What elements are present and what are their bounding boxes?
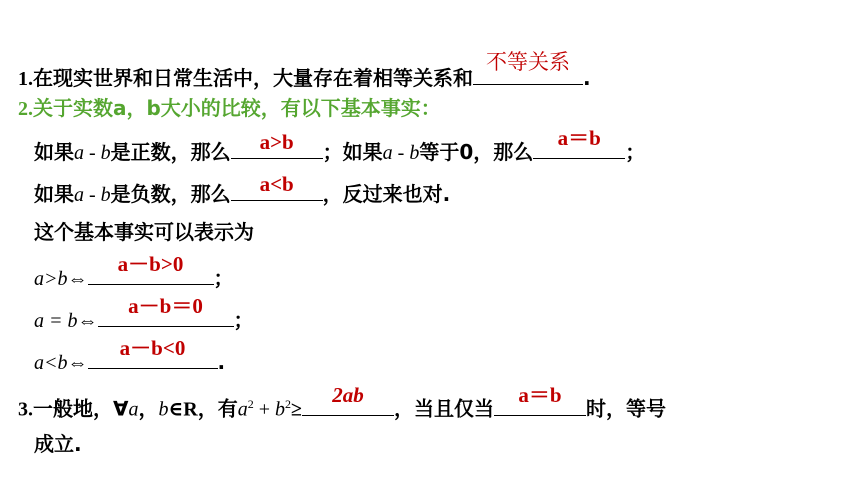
q2-row3-end: .	[217, 350, 226, 374]
q2-row2-blank	[98, 294, 234, 327]
q3-expr-a: a	[237, 398, 248, 421]
q3-plus: +	[253, 398, 276, 421]
q2-row2-expr: a = b⇔	[34, 310, 98, 332]
q3-sq1: 2	[247, 397, 254, 411]
q2-row3-blank	[88, 336, 218, 369]
q2-line1-blank	[231, 130, 323, 159]
q3-mid: ，当且仅当	[394, 396, 494, 421]
q3-line1	[18, 382, 666, 422]
q2-number: 2.	[18, 98, 33, 120]
q2-line1-sep: ；如果	[322, 140, 383, 164]
q3-answer2: a＝b	[518, 382, 562, 407]
q3-var-a: a	[128, 398, 139, 421]
q3-blank1	[302, 382, 394, 416]
q2-line2-blank	[231, 172, 323, 201]
q2-line1-answer: a>b	[259, 130, 294, 154]
q2-row1	[34, 252, 234, 291]
q3-number: 3.	[18, 398, 33, 421]
q2-heading-text: 关于实数a，b大小的比较，有以下基本事实：	[33, 96, 441, 120]
q2-line2	[34, 172, 451, 207]
q2-line1-pre: 如果	[34, 140, 74, 164]
q2-line1-answer2: a＝b	[557, 126, 601, 150]
q2-line1	[34, 126, 646, 165]
q3-in-r: ∈R，有	[168, 398, 238, 421]
q2-line2-expr: a - b	[74, 184, 111, 206]
q3-blank2	[494, 382, 586, 416]
q3-text1: 一般地，∀	[33, 396, 129, 421]
q1-blank	[473, 50, 583, 85]
q1-text: 在现实世界和日常生活中，大量存在着相等关系和	[33, 66, 473, 90]
q2-line1-mid: 是正数，那么	[110, 140, 231, 164]
q3-comma: ，	[138, 396, 159, 421]
q2-line1-expr: a - b	[74, 142, 111, 164]
q2-line3: 这个基本事实可以表示为	[34, 220, 254, 244]
q2-row2-end: ；	[233, 308, 254, 332]
q2-line1-mid2: 等于0，那么	[419, 140, 534, 164]
q1-end: .	[583, 66, 591, 90]
q2-line2-mid: 是负数，那么	[110, 182, 231, 206]
q3-expr-b: b	[275, 398, 286, 421]
q2-line2-pre: 如果	[34, 182, 74, 206]
q1-answer: 不等关系	[486, 50, 570, 74]
q2-row3-expr: a<b⇔	[34, 352, 88, 374]
q2-row3-answer: a－b<0	[119, 336, 186, 360]
q3-text2: 时，等号	[586, 396, 666, 421]
q2-line1-expr2: a - b	[382, 142, 420, 164]
q3-var-b: b	[158, 398, 169, 421]
q2-row2	[34, 294, 254, 333]
q3-line2: 成立.	[34, 432, 82, 456]
q2-row1-blank	[88, 252, 214, 285]
q3-sq2: 2	[285, 397, 292, 411]
q2-row1-end: ；	[213, 266, 234, 290]
q2-line1-end: ；	[625, 140, 646, 164]
q2-row2-answer: a－b＝0	[128, 294, 203, 318]
q1-line	[18, 50, 591, 91]
q2-row1-answer: a－b>0	[117, 252, 184, 276]
q2-row1-expr: a>b⇔	[34, 268, 88, 290]
q3-answer: 2ab	[332, 382, 364, 407]
q2-line2-answer: a<b	[259, 172, 294, 196]
q1-number: 1.	[18, 68, 33, 90]
q2-row3	[34, 336, 226, 375]
q3-geq: ≥	[291, 398, 302, 421]
q2-heading	[18, 96, 441, 121]
q2-line2-end: ，反过来也对.	[322, 182, 451, 206]
q2-line1-blank2	[533, 126, 625, 159]
